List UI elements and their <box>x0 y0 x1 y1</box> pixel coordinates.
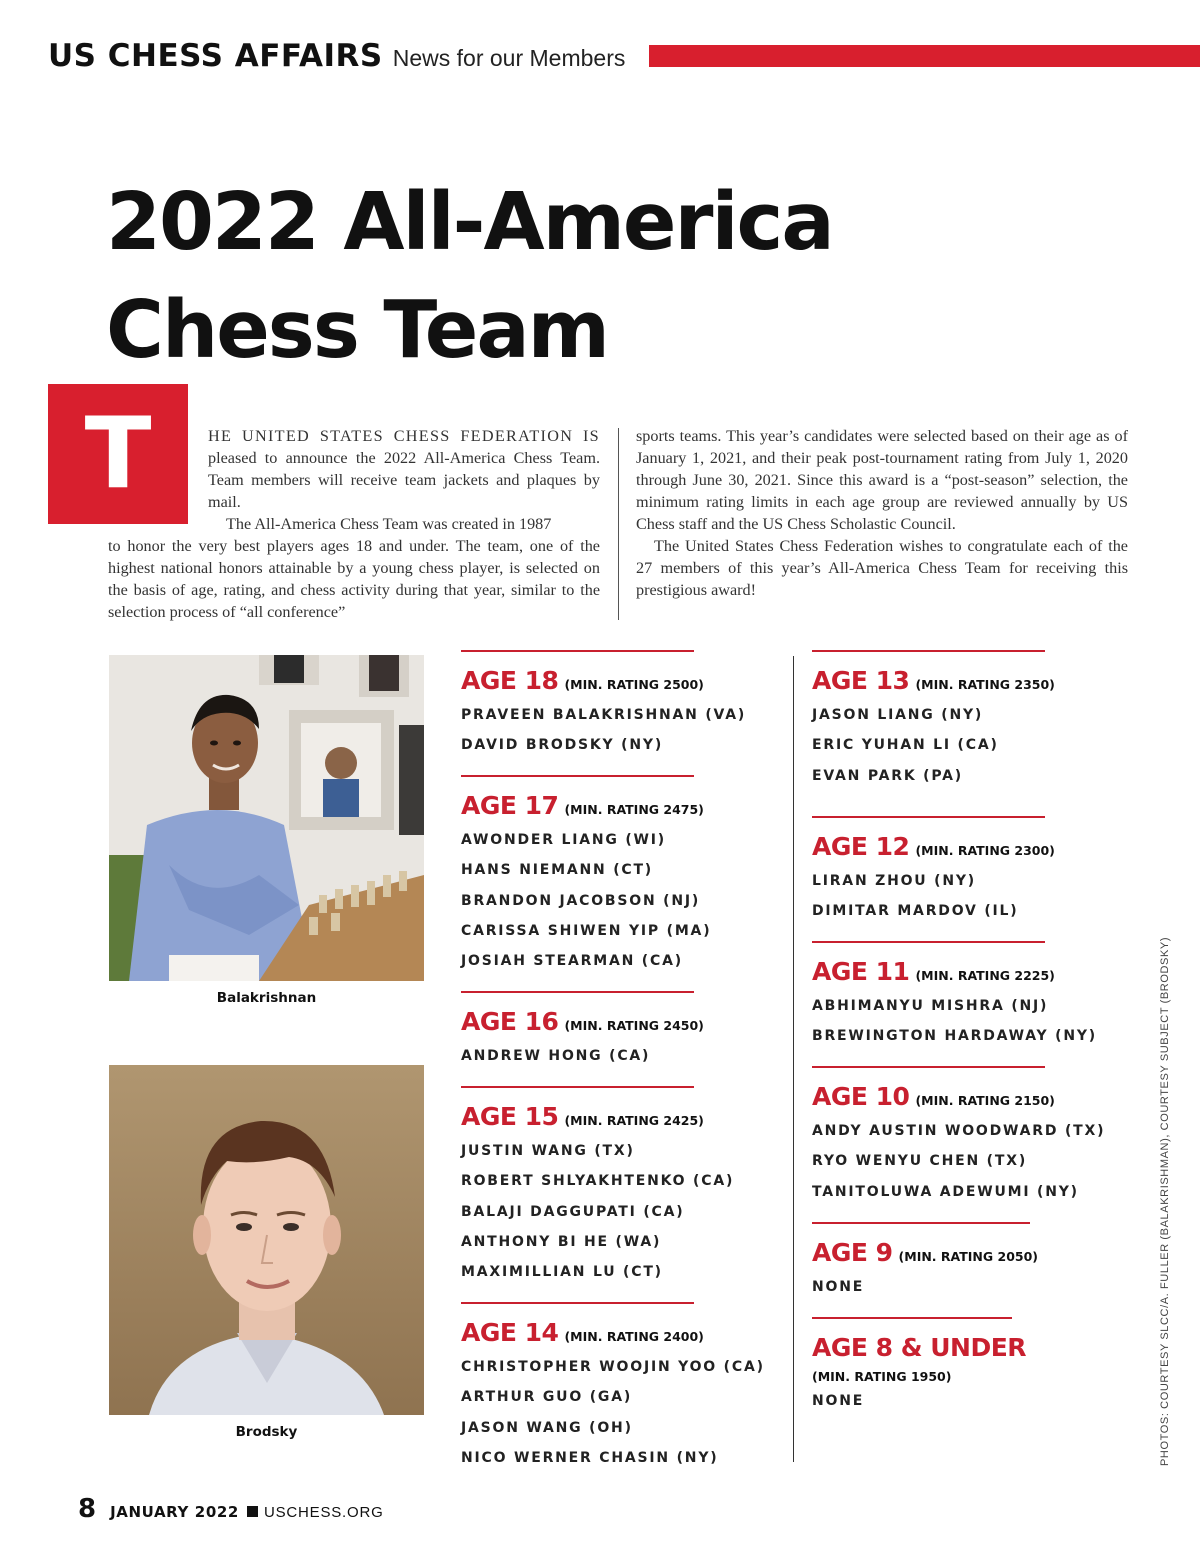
player-name: ANDREW HONG (CA) <box>461 1048 651 1064</box>
drop-cap: T <box>48 384 188 524</box>
group-rule <box>812 1222 1030 1224</box>
section-title: US CHESS AFFAIRS <box>48 38 383 74</box>
player-name: MAXIMILLIAN LU (CT) <box>461 1264 663 1281</box>
intro-column-left-top <box>208 425 600 535</box>
min-rating: (MIN. RATING 2400) <box>564 1329 704 1344</box>
min-rating: (MIN. RATING 2475) <box>564 802 704 817</box>
player-name: JASON LIANG (NY) <box>812 707 984 723</box>
player-name: TANITOLUWA ADEWUMI (NY) <box>812 1183 1079 1200</box>
player-name: DAVID BRODSKY (NY) <box>461 737 664 754</box>
player-name: BREWINGTON HARDAWAY (NY) <box>812 1028 1098 1045</box>
intro-paragraph-2-end: sports teams. This year’s candidates were selected based on their age as of January 1, 2021, and their peak post-tournament rating from July 1, 2020 through June 30, 2021. Since this award is a “post-season” selection, the minimum rating limits in each age group are reviewed annually by US Chess staff and the US Chess Scholastic Council. <box>636 427 1128 533</box>
photo-caption-balakrishnan: Balakrishnan <box>216 990 317 1006</box>
column-divider <box>618 428 619 620</box>
player-name: JASON WANG (OH) <box>461 1419 633 1436</box>
age-group-18 <box>461 650 746 765</box>
min-rating: (MIN. RATING 2150) <box>915 1093 1055 1108</box>
age-label: AGE 14 <box>461 1318 559 1347</box>
age-label: AGE 13 <box>812 666 910 695</box>
section-subtitle: News for our Members <box>392 45 626 71</box>
group-rule <box>461 1302 694 1304</box>
age-group-17 <box>461 775 711 980</box>
list-column-divider <box>793 656 794 1462</box>
intro-lead: HE UNITED STATES CHESS FEDERATION IS <box>208 427 600 445</box>
age-label: AGE 18 <box>461 666 559 695</box>
group-rule <box>812 650 1045 652</box>
player-name: ARTHUR GUO (GA) <box>461 1389 633 1406</box>
article-headline: 2022 All-America Chess Team <box>106 176 833 376</box>
player-name: CHRISTOPHER WOOJIN YOO (CA) <box>461 1359 765 1375</box>
photo-credit: PHOTOS: COURTESY SLCC/A. FULLER (BALAKRISHMAN), COURTESY SUBJECT (BRODSKY) <box>1159 936 1171 1466</box>
age-group-10 <box>812 1066 1105 1211</box>
player-name: JUSTIN WANG (TX) <box>461 1143 635 1159</box>
player-name: ERIC YUHAN LI (CA) <box>812 737 999 754</box>
age-group-16 <box>461 991 704 1075</box>
age-group-8-and-under <box>812 1317 1026 1420</box>
age-group-9 <box>812 1222 1038 1306</box>
player-name: CARISSA SHIWEN YIP (MA) <box>461 922 712 939</box>
group-rule <box>812 1066 1045 1068</box>
player-name: PRAVEEN BALAKRISHNAN (VA) <box>461 707 747 723</box>
photo-balakrishnan <box>109 655 424 981</box>
intro-paragraph-2-start: The All-America Chess Team was created in 1987 <box>226 515 552 533</box>
group-rule <box>461 775 694 777</box>
min-rating: (MIN. RATING 1950) <box>812 1369 952 1384</box>
age-group-15 <box>461 1086 734 1291</box>
min-rating: (MIN. RATING 2050) <box>898 1249 1038 1264</box>
photo-brodsky <box>109 1065 424 1415</box>
age-label: AGE 16 <box>461 1007 559 1036</box>
age-label: AGE 17 <box>461 791 559 820</box>
player-name: DIMITAR MARDOV (IL) <box>812 903 1019 920</box>
website-url: USCHESS.ORG <box>263 1504 384 1521</box>
min-rating: (MIN. RATING 2425) <box>564 1113 704 1128</box>
age-label: AGE 15 <box>461 1102 559 1131</box>
min-rating: (MIN. RATING 2450) <box>564 1018 704 1033</box>
player-name: HANS NIEMANN (CT) <box>461 862 654 879</box>
player-name: RYO WENYU CHEN (TX) <box>812 1153 1028 1170</box>
age-group-11 <box>812 941 1097 1056</box>
player-name: ANDY AUSTIN WOODWARD (TX) <box>812 1123 1106 1139</box>
issue-date: JANUARY 2022 <box>110 1503 239 1521</box>
age-label: AGE 8 & UNDER <box>812 1333 1027 1362</box>
player-name: AWONDER LIANG (WI) <box>461 832 667 848</box>
player-name: NONE <box>812 1393 865 1409</box>
header-accent-bar <box>649 45 1200 67</box>
group-rule <box>461 991 694 993</box>
min-rating: (MIN. RATING 2225) <box>915 968 1055 983</box>
age-label: AGE 9 <box>812 1238 893 1267</box>
player-name: BALAJI DAGGUPATI (CA) <box>461 1203 685 1220</box>
photo-credit-container <box>1157 936 1173 1466</box>
age-label: AGE 12 <box>812 832 910 861</box>
player-name: LIRAN ZHOU (NY) <box>812 873 976 889</box>
group-rule <box>812 1317 1012 1319</box>
player-name: BRANDON JACOBSON (NJ) <box>461 892 701 909</box>
player-name: ROBERT SHLYAKHTENKO (CA) <box>461 1173 735 1190</box>
player-name: ABHIMANYU MISHRA (NJ) <box>812 998 1049 1014</box>
player-name: JOSIAH STEARMAN (CA) <box>461 953 683 970</box>
group-rule <box>812 941 1045 943</box>
min-rating: (MIN. RATING 2350) <box>915 677 1055 692</box>
intro-paragraph-3: The United States Chess Federation wishes to congratulate each of the 27 members of this year’s All-America Chess Team for receiving this prestigious award! <box>636 537 1128 599</box>
min-rating: (MIN. RATING 2500) <box>564 677 704 692</box>
player-name: ANTHONY BI HE (WA) <box>461 1233 662 1250</box>
page-footer <box>78 1494 384 1524</box>
age-label: AGE 11 <box>812 957 910 986</box>
intro-paragraph-2-cont: to honor the very best players ages 18 and under. The team, one of the highest national honors attainable by a young chess player, is selected on the basis of age, rating, and chess activity during that year, similar to the selection process of “all conference” <box>108 537 600 621</box>
square-bullet-icon <box>247 1506 258 1517</box>
intro-column-left-bottom <box>108 535 600 623</box>
age-label: AGE 10 <box>812 1082 910 1111</box>
group-rule <box>461 1086 694 1088</box>
player-name: EVAN PARK (PA) <box>812 767 963 784</box>
player-name: NONE <box>812 1279 865 1295</box>
page-number: 8 <box>78 1494 97 1524</box>
age-group-14 <box>461 1302 765 1477</box>
group-rule <box>812 816 1045 818</box>
player-name: NICO WERNER CHASIN (NY) <box>461 1449 719 1466</box>
intro-paragraph-1: pleased to announce the 2022 All-America Chess Team. Team members will receive team jackets and plaques by mail. <box>208 449 600 511</box>
age-group-12 <box>812 816 1055 931</box>
photo-caption-brodsky: Brodsky <box>235 1424 298 1440</box>
min-rating: (MIN. RATING 2300) <box>915 843 1055 858</box>
section-header <box>48 38 625 78</box>
intro-column-right <box>636 425 1128 601</box>
age-group-13 <box>812 650 1055 795</box>
group-rule <box>461 650 694 652</box>
